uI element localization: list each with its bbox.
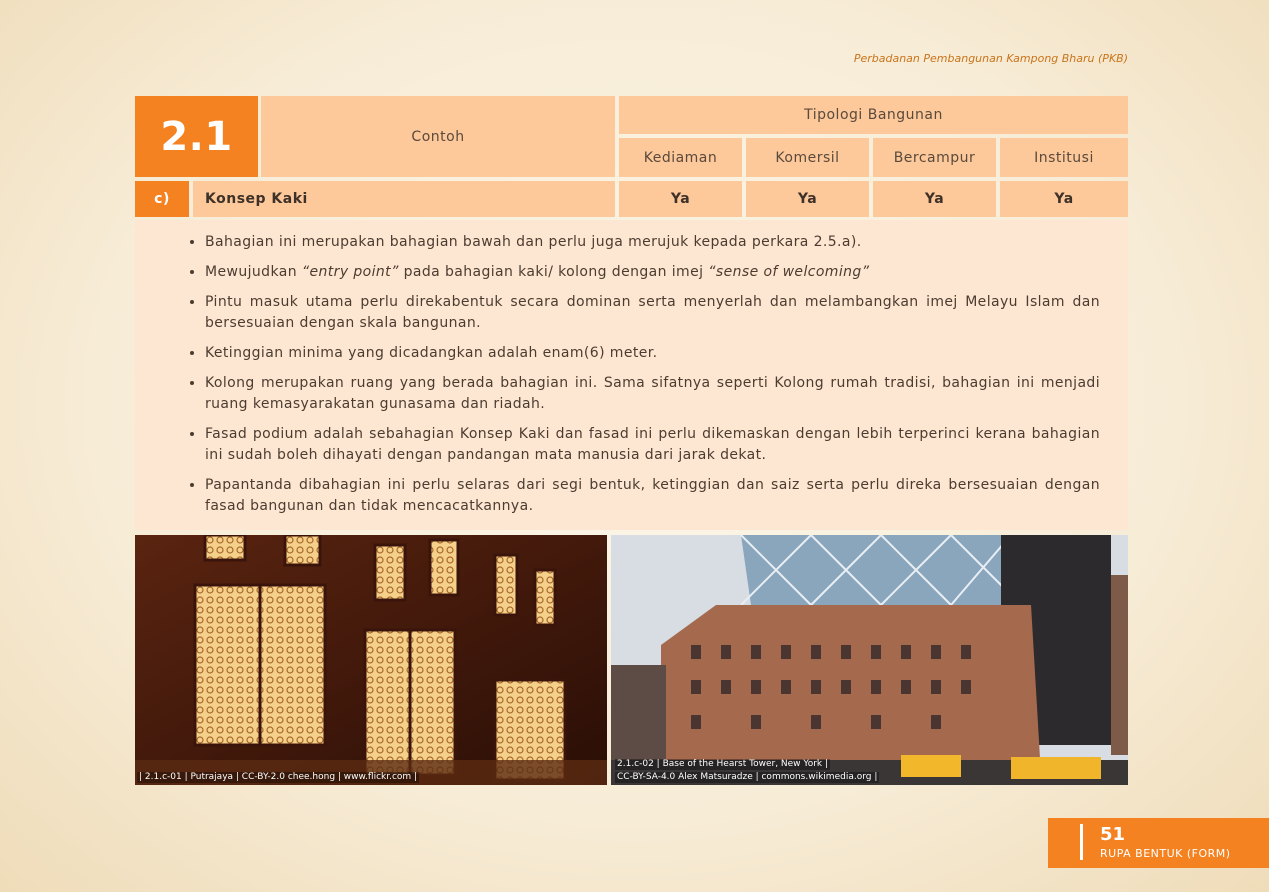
row-value-institusi <box>1000 181 1128 217</box>
typology-label: Tipologi Bangunan <box>804 107 943 123</box>
row-value: Ya <box>797 191 818 207</box>
row-title-cell <box>193 181 615 217</box>
row-value: Ya <box>670 191 691 207</box>
photo-hearst-tower <box>611 535 1128 785</box>
row-value-bercampur <box>873 181 996 217</box>
description-panel <box>135 220 1128 530</box>
photo-caption: | 2.1.c-01 | Putrajaya | CC-BY-2.0 chee.hong | www.flickr.com | <box>139 772 418 782</box>
bullet-emphasis: “sense of welcoming” <box>708 264 870 280</box>
column-label: Institusi <box>1034 149 1094 166</box>
bullet-item: • Papantanda dibahagian ini perlu selaras dari segi bentuk, ketinggian dan saiz serta perlu direka bersesuaian dengan fasad bangunan dan tidak mencacatkannya. <box>205 475 1100 517</box>
column-label: Komersil <box>775 149 840 166</box>
photo-hearst-illustration <box>611 535 1128 785</box>
footer-title: RUPA BENTUK (FORM) <box>1100 847 1231 860</box>
column-label: Bercampur <box>893 149 976 166</box>
bullet-item: • Ketinggian minima yang dicadangkan adalah enam(6) meter. <box>205 343 1100 364</box>
bullet-item: • Pintu masuk utama perlu direkabentuk secara dominan serta menyerlah dan melambangkan imej Melayu Islam dan bersesuaian dengan skala bangunan. <box>205 292 1100 334</box>
row-letter-cell <box>135 181 189 217</box>
photo-putrajaya-illustration <box>135 535 607 785</box>
bullet-emphasis: “entry point” <box>301 264 399 280</box>
column-header-bercampur <box>873 138 996 177</box>
section-number: 2.1 <box>160 113 233 160</box>
example-label: Contoh <box>411 128 465 145</box>
photo-caption-line1: 2.1.c-02 | Base of the Hearst Tower, New York | <box>617 759 829 769</box>
bullet-text: Mewujudkan <box>205 264 302 280</box>
section-number-cell <box>135 96 258 177</box>
row-value-kediaman <box>619 181 742 217</box>
column-header-institusi <box>1000 138 1128 177</box>
bullet-list <box>175 232 1100 517</box>
row-letter: c) <box>154 191 170 207</box>
bullet-item <box>205 262 1100 283</box>
bullet-item: • Bahagian ini merupakan bahagian bawah dan perlu juga merujuk kepada perkara 2.5.a). <box>205 232 1100 253</box>
column-header-komersil <box>746 138 869 177</box>
row-value: Ya <box>924 191 945 207</box>
column-label: Kediaman <box>643 149 718 166</box>
bullet-item: • Kolong merupakan ruang yang berada bahagian ini. Sama sifatnya seperti Kolong rumah tradisi, bahagian ini menjadi ruang kemasyarakatan gunasama dan riadah. <box>205 373 1100 415</box>
bullet-item: • Fasad podium adalah sebahagian Konsep Kaki dan fasad ini perlu dikemaskan dengan lebih terperinci kerana bahagian ini sudah boleh dihayati dengan pandangan mata manusia dari jarak dekat. <box>205 424 1100 466</box>
row-value: Ya <box>1054 191 1074 207</box>
column-header-kediaman <box>619 138 742 177</box>
page-number: 51 <box>1100 824 1126 845</box>
organization-name: Perbadanan Pembangunan Kampong Bharu (PKB) <box>853 52 1128 65</box>
row-title: Konsep Kaki <box>205 191 308 207</box>
typology-header <box>619 96 1128 134</box>
example-header <box>261 96 615 177</box>
row-value-komersil <box>746 181 869 217</box>
photo-caption-line2: CC-BY-SA-4.0 Alex Matsuradze | commons.wikimedia.org | <box>617 772 878 782</box>
footer-divider <box>1080 824 1083 860</box>
bullet-text: pada bahagian kaki/ kolong dengan imej <box>398 264 709 280</box>
photo-putrajaya <box>135 535 607 785</box>
page-footer <box>1048 818 1269 868</box>
